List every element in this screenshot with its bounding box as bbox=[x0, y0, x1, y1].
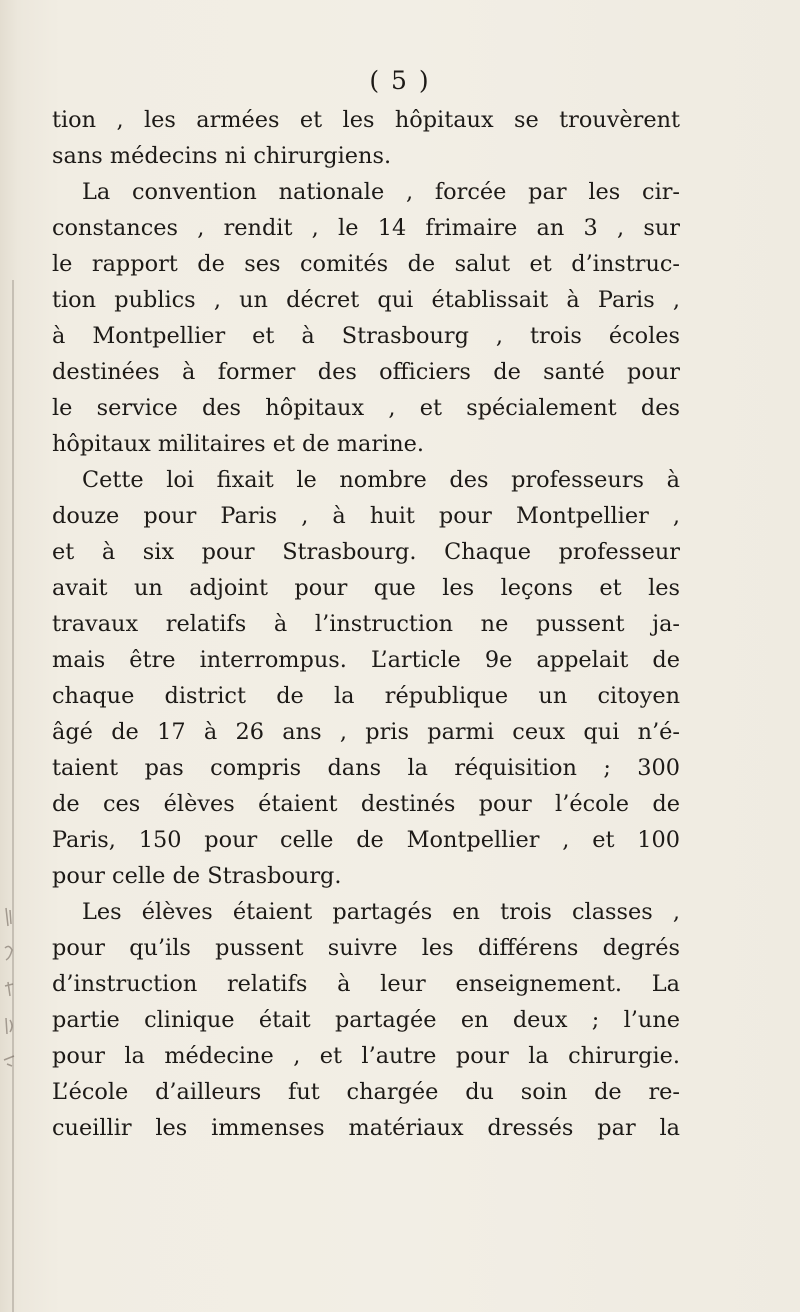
text-line: pour qu’ils pussent suivre les différens degrés bbox=[52, 935, 680, 961]
text-line: le service des hôpitaux , et spécialement des bbox=[52, 395, 680, 421]
text-line: douze pour Paris , à huit pour Montpellier , bbox=[52, 503, 680, 529]
text-line: d’instruction relatifs à leur enseignement. La bbox=[52, 971, 680, 997]
text-line: tion publics , un décret qui établissait à Paris , bbox=[52, 287, 680, 313]
text-line: à Montpellier et à Strasbourg , trois écoles bbox=[52, 323, 680, 349]
text-line: partie clinique était partagée en deux ; l’une bbox=[52, 1007, 680, 1033]
text-line: mais être interrompus. L’article 9e appelait de bbox=[52, 647, 680, 673]
ink-smudge-icon bbox=[2, 900, 16, 936]
text-line: de ces élèves étaient destinés pour l’école de bbox=[52, 791, 680, 817]
ink-smudge-icon bbox=[2, 972, 16, 1008]
text-line: destinées à former des officiers de santé pour bbox=[52, 359, 680, 385]
text-line: taient pas compris dans la réquisition ; 300 bbox=[52, 755, 680, 781]
text-line: âgé de 17 à 26 ans , pris parmi ceux qui n’é- bbox=[52, 719, 680, 745]
text-line: constances , rendit , le 14 frimaire an 3 , sur bbox=[52, 215, 680, 241]
text-line: chaque district de la république un citoyen bbox=[52, 683, 680, 709]
text-line: sans médecins ni chirurgiens. bbox=[52, 143, 392, 169]
page-number: ( 5 ) bbox=[369, 66, 431, 95]
ink-smudge-icon bbox=[2, 1044, 16, 1080]
text-line: pour la médecine , et l’autre pour la chirurgie. bbox=[52, 1043, 680, 1069]
text-line: cueillir les immenses matériaux dressés par la bbox=[52, 1115, 680, 1141]
text-line: travaux relatifs à l’instruction ne pussent ja- bbox=[52, 611, 680, 637]
text-line: Les élèves étaient partagés en trois classes , bbox=[82, 899, 680, 925]
text-line: Cette loi fixait le nombre des professeurs à bbox=[82, 467, 680, 493]
bleed-through-marks bbox=[0, 900, 30, 1080]
text-line: tion , les armées et les hôpitaux se trouvèrent bbox=[52, 107, 680, 133]
text-line: le rapport de ses comités de salut et d’instruc- bbox=[52, 251, 680, 277]
text-line: hôpitaux militaires et de marine. bbox=[52, 431, 424, 457]
text-line: Paris, 150 pour celle de Montpellier , et 100 bbox=[52, 827, 680, 853]
text-line: avait un adjoint pour que les leçons et les bbox=[52, 575, 680, 601]
page-gutter-shadow bbox=[12, 280, 14, 1312]
ink-smudge-icon bbox=[2, 1008, 16, 1044]
body-text bbox=[52, 102, 680, 1146]
text-line: et à six pour Strasbourg. Chaque professeur bbox=[52, 539, 680, 565]
text-line: pour celle de Strasbourg. bbox=[52, 863, 342, 889]
text-line: La convention nationale , forcée par les cir- bbox=[82, 179, 680, 205]
text-line: L’école d’ailleurs fut chargée du soin de re- bbox=[52, 1079, 680, 1105]
ink-smudge-icon bbox=[2, 936, 16, 972]
